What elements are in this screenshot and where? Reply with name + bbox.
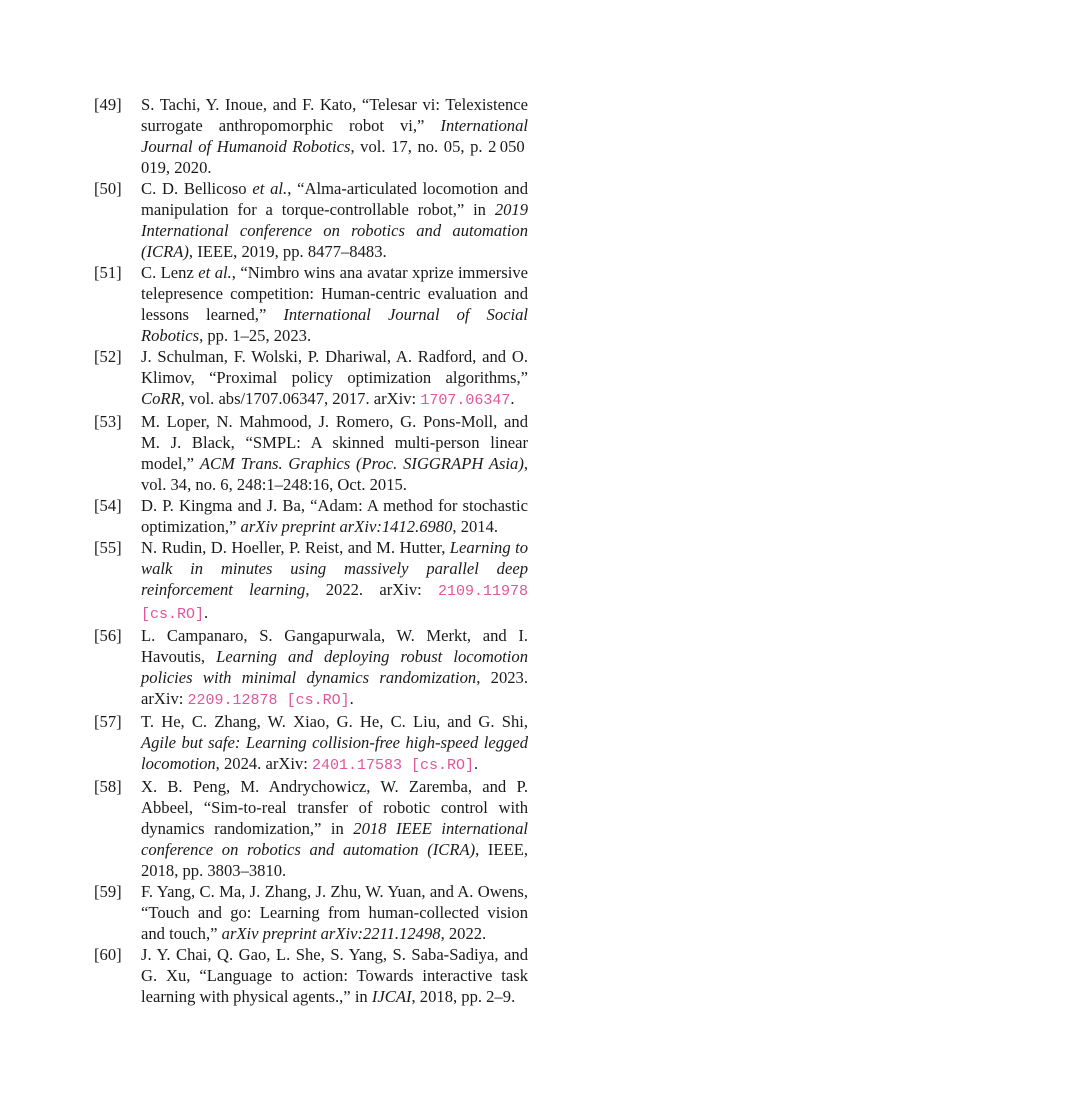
reference-item — [94, 411, 528, 495]
reference-text: S. Tachi, Y. Inoue, and F. Kato, “Telesar vi: Telexistence surrogate anthropomorphic robot vi,” International Journal of Humanoid Robotics, vol. 17, no. 05, p. 2 050 019, 2020. — [141, 95, 528, 177]
reference-number: [57] — [94, 712, 122, 731]
reference-text: J. Schulman, F. Wolski, P. Dhariwal, A. Radford, and O. Klimov, “Proximal policy optimization algorithms,” CoRR, vol. abs/1707.06347, 2017. arXiv: 1707.06347. — [141, 347, 528, 409]
reference-text: F. Yang, C. Ma, J. Zhang, J. Zhu, W. Yuan, and A. Owens, “Touch and go: Learning from human-collected vision and touch,” arXiv preprint arXiv:2211.12498, 2022. — [141, 882, 528, 943]
reference-item — [94, 625, 528, 711]
arxiv-link[interactable]: 2209.12878 [cs.RO] — [187, 692, 350, 709]
reference-text: X. B. Peng, M. Andrychowicz, W. Zaremba, and P. Abbeel, “Sim-to-real transfer of robotic control with dynamics randomization,” in 2018 IEEE international conference on robotics and automation (ICRA), IEEE, 2018, pp. 3803–3810. — [141, 777, 528, 880]
reference-text: M. Loper, N. Mahmood, J. Romero, G. Pons-Moll, and M. J. Black, “SMPL: A skinned multi-person linear model,” ACM Trans. Graphics (Proc. SIGGRAPH Asia), vol. 34, no. 6, 248:1–248:16, Oct. 2015. — [141, 412, 529, 494]
reference-item — [94, 711, 528, 776]
reference-number: [56] — [94, 626, 122, 645]
reference-number: [49] — [94, 95, 122, 114]
reference-number: [55] — [94, 538, 122, 557]
reference-number: [60] — [94, 945, 122, 964]
reference-item — [94, 537, 528, 625]
reference-item — [94, 262, 528, 346]
reference-item — [94, 94, 528, 178]
reference-number: [54] — [94, 496, 122, 515]
reference-number: [53] — [94, 412, 122, 431]
reference-text: N. Rudin, D. Hoeller, P. Reist, and M. Hutter, Learning to walk in minutes using massively parallel deep reinforcement learning, 2022. arXiv: 2109.11978 [cs.RO]. — [141, 538, 529, 623]
reference-text: T. He, C. Zhang, W. Xiao, G. He, C. Liu, and G. Shi, Agile but safe: Learning collision-free high-speed legged locomotion, 2024. arXiv: 2401.17583 [cs.RO]. — [141, 712, 528, 774]
reference-number: [50] — [94, 179, 122, 198]
reference-item — [94, 178, 528, 262]
reference-number: [52] — [94, 347, 122, 366]
reference-item — [94, 346, 528, 411]
reference-number: [58] — [94, 777, 122, 796]
reference-text: D. P. Kingma and J. Ba, “Adam: A method for stochastic optimization,” arXiv preprint arXiv:1412.6980, 2014. — [141, 496, 528, 536]
arxiv-link[interactable]: 1707.06347 — [420, 392, 511, 409]
reference-item — [94, 881, 528, 944]
reference-list — [94, 94, 528, 1007]
reference-item — [94, 776, 528, 881]
reference-text: J. Y. Chai, Q. Gao, L. She, S. Yang, S. Saba-Sadiya, and G. Xu, “Language to action: Towards interactive task learning with physical agents.,” in IJCAI, 2018, pp. 2–9. — [141, 945, 528, 1006]
reference-number: [59] — [94, 882, 122, 901]
arxiv-link[interactable]: 2109.11978 [cs.RO] — [141, 583, 528, 623]
reference-number: [51] — [94, 263, 122, 282]
reference-text: L. Campanaro, S. Gangapurwala, W. Merkt, and I. Havoutis, Learning and deploying robust locomotion policies with minimal dynamics randomization, 2023. arXiv: 2209.12878 [cs.RO]. — [141, 626, 528, 709]
reference-text: C. D. Bellicoso et al., “Alma-articulated locomotion and manipulation for a torque-controllable robot,” in 2019 International conference on robotics and automation (ICRA), IEEE, 2019, pp. 8477–8483. — [141, 179, 528, 261]
arxiv-link[interactable]: 2401.17583 [cs.RO] — [312, 757, 475, 774]
reference-item — [94, 944, 528, 1007]
reference-text: C. Lenz et al., “Nimbro wins ana avatar xprize immersive telepresence competition: Human-centric evaluation and lessons learned,” International Journal of Social Robotics, pp. 1–25, 2023. — [141, 263, 528, 345]
reference-item — [94, 495, 528, 537]
